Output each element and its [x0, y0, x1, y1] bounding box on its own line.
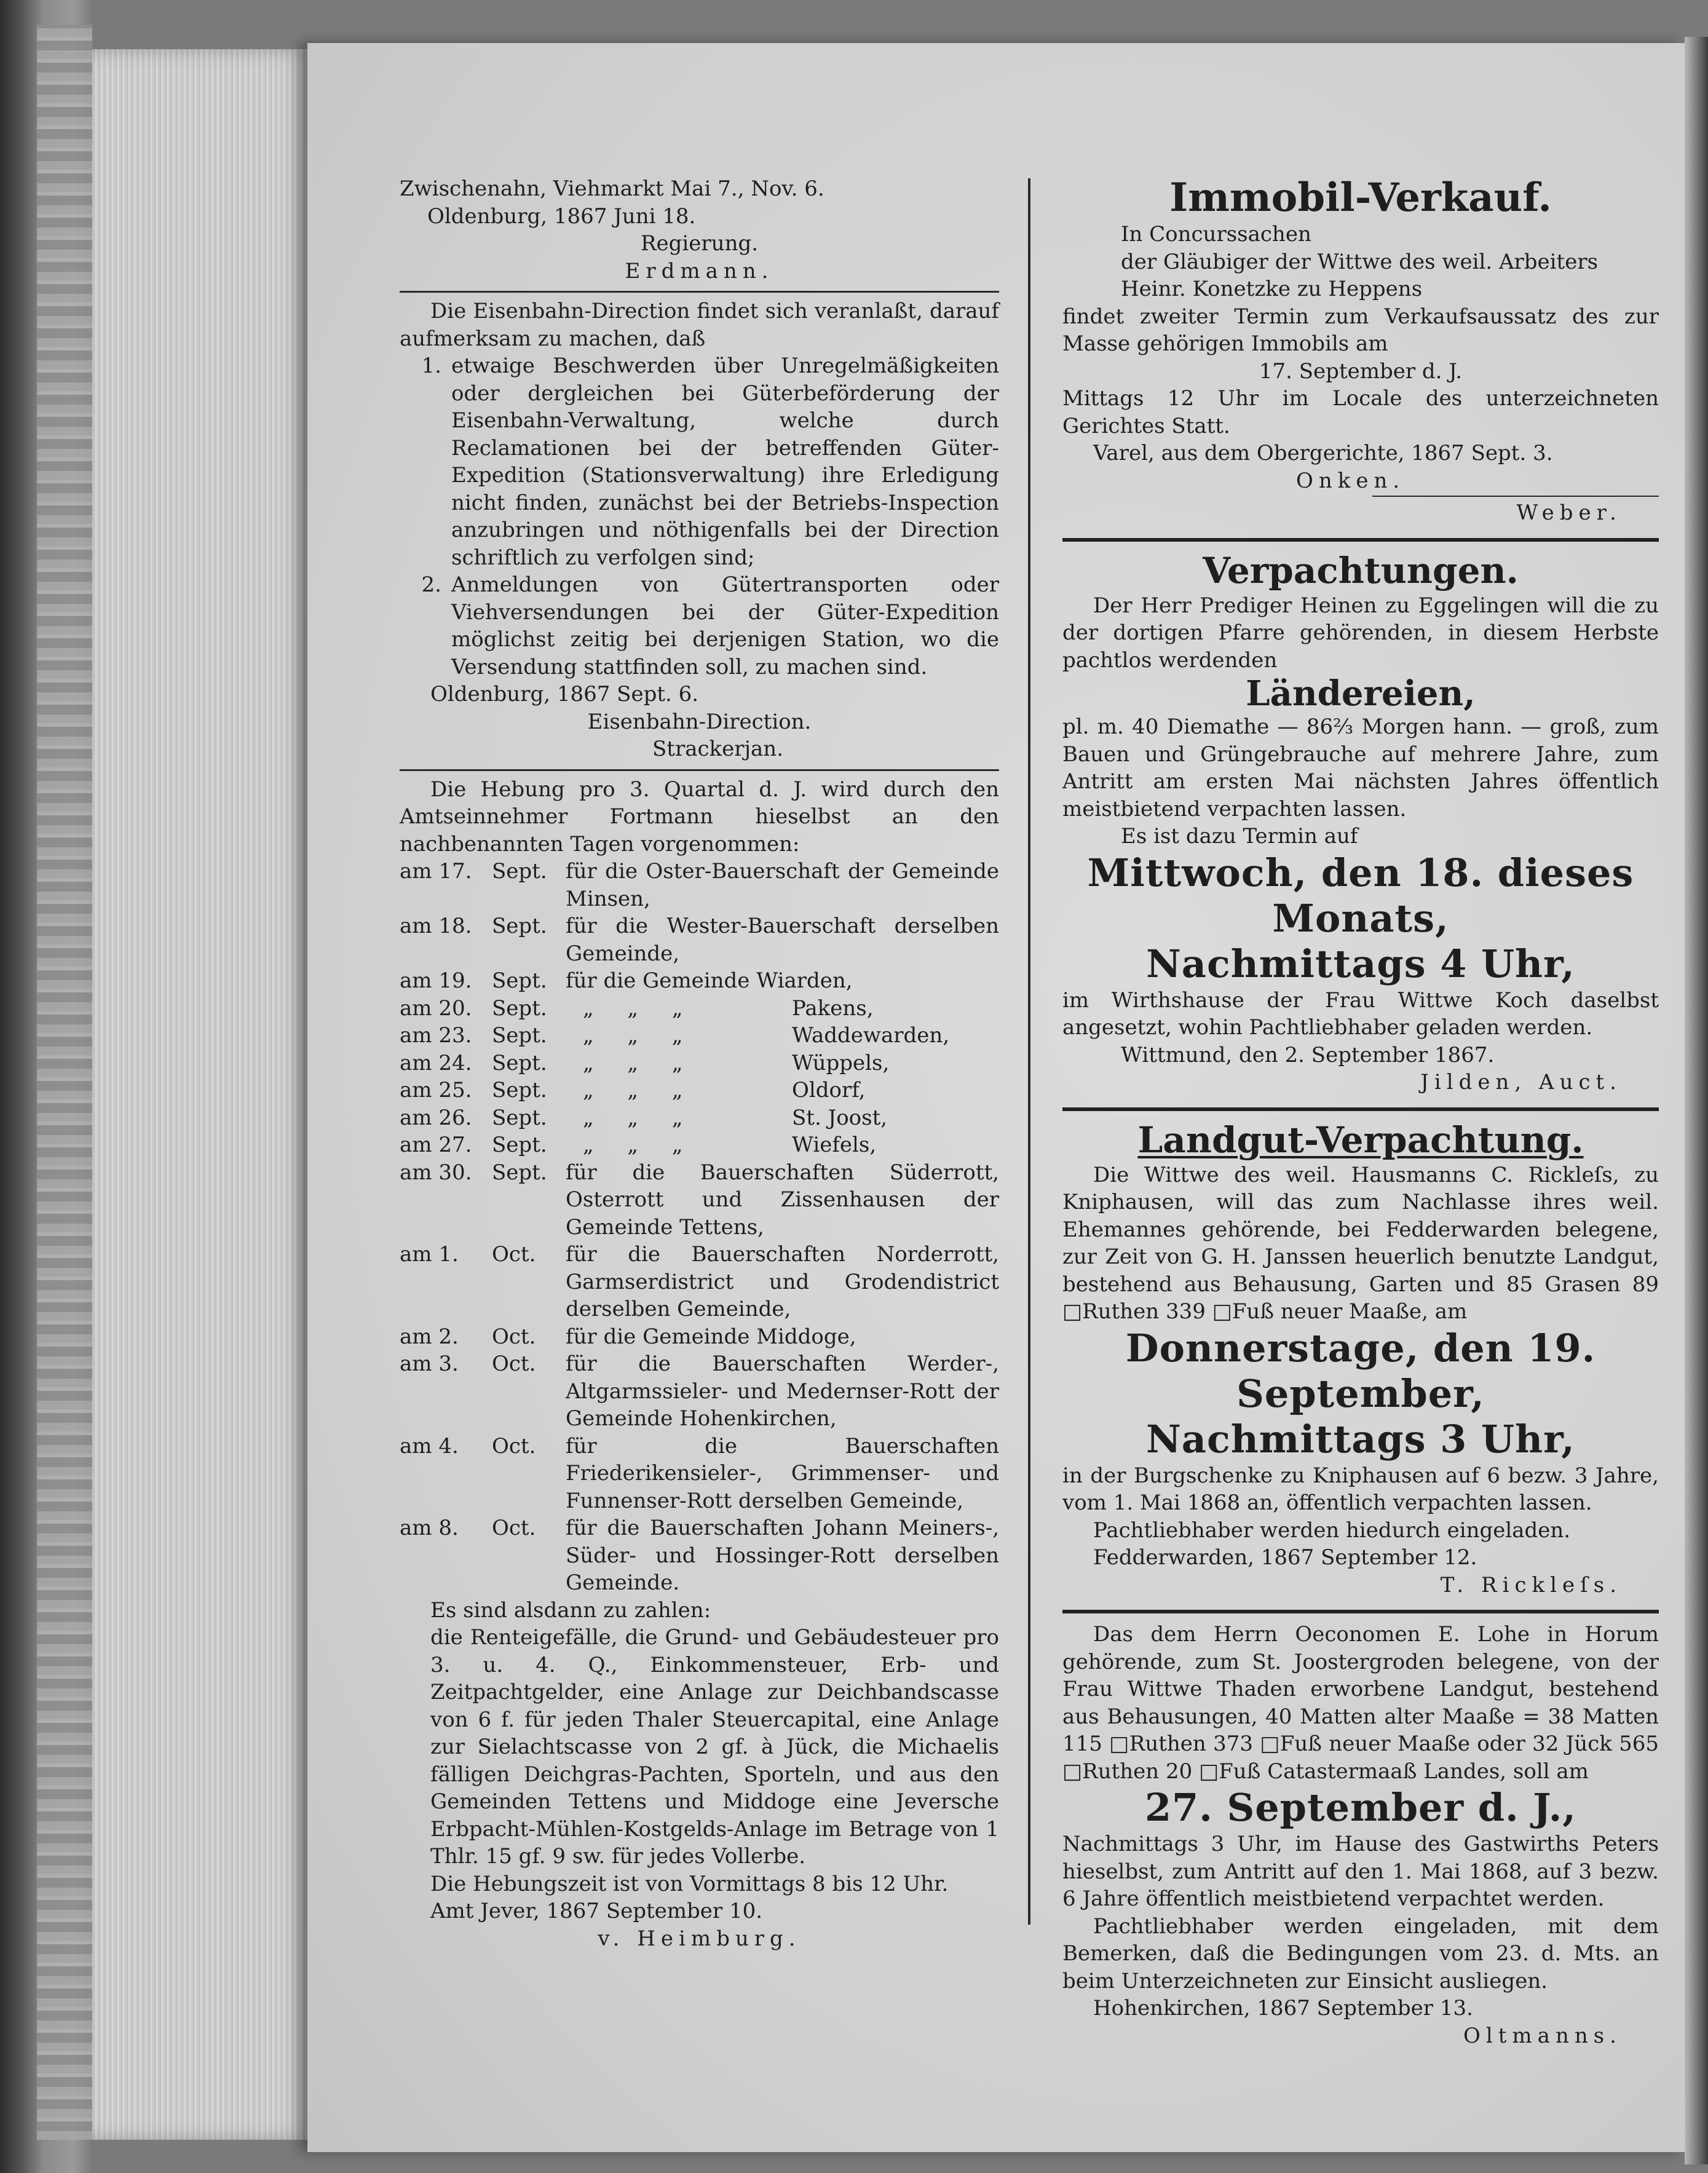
schedule-month: Oct. — [492, 1324, 536, 1349]
top-notice-signature: Erdmann. — [625, 258, 774, 283]
schedule-day: am 25. — [400, 1078, 472, 1102]
landgut-place-date: Fedderwarden, 1867 September 12. — [1093, 1545, 1477, 1570]
schedule-day: am 24. — [400, 1050, 472, 1075]
tax-schedule — [400, 858, 999, 1597]
ditto-marks: „ „ „ — [583, 1023, 697, 1048]
railway-place-date: Oldenburg, 1867 Sept. 6. — [430, 682, 699, 707]
book-page-edges — [92, 49, 314, 2140]
tax-place-date: Amt Jever, 1867 September 10. — [430, 1899, 763, 1923]
schedule-row — [400, 1022, 999, 1050]
verpachtungen-signature: Jilden, Auct. — [1420, 1070, 1622, 1094]
immobil-body2: Mittags 12 Uhr im Locale des unterzeichneten Gerichtes Statt. — [1062, 386, 1659, 438]
lohe-invite: Pachtliebhaber werden eingeladen, mit dem Bemerken, daß die Bedingungen vom 23. d. Mts. an beim Unterzeichneten zur Einsicht ausliegen. — [1062, 1914, 1659, 1993]
lohe-notice — [1062, 1621, 1659, 2049]
payable-intro: Es sind alsdann zu zahlen: — [430, 1597, 711, 1623]
top-notice-authority: Regierung. — [640, 231, 759, 256]
railway-authority: Eisenbahn-Direction. — [587, 709, 812, 734]
schedule-text: Waddewarden, — [792, 1023, 950, 1048]
immobil-date: 17. September d. J. — [1259, 358, 1463, 384]
ditto-marks: „ „ „ — [583, 1133, 697, 1157]
railway-signature: Strackerjan. — [652, 737, 783, 761]
schedule-row — [400, 1514, 999, 1597]
schedule-day: am 18. — [400, 914, 472, 938]
column-divider — [1028, 178, 1030, 1925]
schedule-day: am 1. — [400, 1242, 459, 1267]
schedule-month: Sept. — [492, 1105, 547, 1130]
schedule-day: am 17. — [400, 859, 472, 884]
section-rule — [400, 291, 999, 293]
ditto-marks: „ „ „ — [583, 1050, 697, 1075]
railway-item-text: etwaige Beschwerden über Unregelmäßigkeiten oder dergleichen bei Güterbeförderung der Eisenbahn-Verwaltung, welche durch Reclamationen bei der betreffenden Güter-Expedition (Stationsverwaltung) ihre Erledigung nicht finden, zunächst bei der Betriebs-Inspection anzubringen und nöthigenfalls bei der Direction schriftlich zu verfolgen sind; — [451, 354, 999, 570]
verpachtungen-venue: im Wirthshause der Frau Wittwe Koch daselbst angesetzt, wohin Pachtliebhaber geladen werden. — [1062, 988, 1659, 1040]
schedule-row — [400, 1104, 999, 1132]
tax-notice — [400, 776, 999, 1953]
schedule-row — [400, 1159, 999, 1241]
schedule-month: Oct. — [492, 1516, 536, 1540]
immobil-heading: Immobil-Verkauf. — [1169, 175, 1552, 221]
landgut-heading: Landgut-Verpachtung. — [1137, 1118, 1584, 1161]
landgut-time: Nachmittags 3 Uhr, — [1146, 1416, 1575, 1462]
right-page-edge — [1685, 37, 1708, 2164]
collection-hours: Die Hebungszeit ist von Vormittags 8 bis 12 Uhr. — [430, 1871, 949, 1896]
railway-item-number: 1. — [421, 354, 441, 378]
top-notice — [400, 175, 999, 285]
schedule-text: Wüppels, — [792, 1050, 890, 1075]
section-rule — [1062, 1107, 1659, 1111]
verpachtungen-details: pl. m. 40 Diemathe — 86⅔ Morgen hann. — groß, zum Bauen und Grüngebrauche auf mehrere Jahre, zum Antritt am ersten Mai nächsten Jahres öffentlich meistbietend verpachten lassen. — [1062, 714, 1659, 821]
railway-intro: Die Eisenbahn-Direction findet sich veranlaßt, darauf aufmerksam zu machen, daß — [400, 299, 999, 351]
immobil-signature-1: Onken. — [1296, 468, 1406, 493]
verpachtungen-date: Mittwoch, den 18. dieses Monats, — [1087, 850, 1634, 941]
schedule-month: Sept. — [492, 1050, 547, 1075]
lohe-body2: Nachmittags 3 Uhr, im Hause des Gastwirths Peters hieselbst, zum Antritt auf den 1. Mai 1868, auf 3 bezw. 6 Jahre öffentlich meistbietend verpachtet werden. — [1062, 1832, 1659, 1911]
schedule-month: Sept. — [492, 859, 547, 884]
schedule-month: Sept. — [492, 1133, 547, 1157]
schedule-text: für die Bauerschaften Friederikensieler-, Grimmenser- und Funnenser-Rott derselben Gemeinde, — [566, 1433, 999, 1513]
schedule-row — [400, 858, 999, 912]
section-rule — [1062, 1610, 1659, 1613]
lohe-body: Das dem Herrn Oeconomen E. Lohe in Horum gehörende, zum St. Joostergroden belegene, von der Frau Wittwe Thaden erworbene Landgut, bestehend aus Behausungen, 40 Matten alter Maaße = 38 Matten 115 □Ruthen 373 □Fuß neuer Maaße oder 32 Jück 565 □Ruthen 20 □Fuß Catastermaaß Landes, soll am — [1062, 1622, 1659, 1784]
payable-text: die Renteigefälle, die Grund- und Gebäudesteuer pro 3. u. 4. Q., Einkommensteuer, Erb- und Zeitpachtgelder, eine Anlage zur Deichbandscasse von 6 f. für jeden Thaler Steuercapital, eine Anlage zur Sielachtscasse von 2 gf. à Jück, die Michaelis fälligen Deichgras-Pachten, Sporteln, und aus den Gemeinden Tettens und Middoge eine Jeversche Erbpacht-Mühlen-Kostgelds-Anlage im Betrage von 1 Thlr. 15 gf. 9 sw. für jedes Vollerbe. — [430, 1625, 999, 1869]
landgut-date: Donnerstage, den 19. September, — [1125, 1325, 1596, 1416]
verpachtungen-time: Nachmittags 4 Uhr, — [1146, 941, 1575, 986]
schedule-day: am 8. — [400, 1516, 459, 1540]
lohe-signature: Oltmanns. — [1463, 2023, 1622, 2048]
schedule-text: für die Bauerschaften Norderrott, Garmserdistrict und Grodendistrict derselben Gemeinde, — [566, 1242, 999, 1321]
schedule-day: am 20. — [400, 995, 472, 1021]
ditto-marks: „ „ „ — [583, 995, 697, 1021]
ditto-marks: „ „ „ — [583, 1105, 697, 1130]
schedule-text: für die Bauerschaften Süderrott, Osterrott und Zissenhausen der Gemeinde Tettens, — [566, 1160, 999, 1240]
railway-item — [400, 571, 999, 681]
schedule-text: für die Gemeinde Middoge, — [566, 1324, 856, 1349]
schedule-month: Sept. — [492, 968, 547, 993]
immobil-line: der Gläubiger der Wittwe des weil. Arbeiters — [1121, 249, 1599, 274]
schedule-text: für die Oster-Bauerschaft der Gemeinde Minsen, — [566, 859, 999, 911]
left-column — [400, 175, 999, 1952]
schedule-day: am 2. — [400, 1324, 459, 1349]
schedule-row — [400, 1077, 999, 1104]
schedule-month: Oct. — [492, 1242, 536, 1267]
immobil-body: findet zweiter Termin zum Verkaufsaussatz des zur Masse gehörigen Immobils am — [1062, 304, 1659, 356]
schedule-month: Sept. — [492, 1078, 547, 1102]
schedule-row — [400, 1241, 999, 1323]
schedule-text: Oldorf, — [792, 1078, 866, 1102]
schedule-month: Sept. — [492, 1023, 547, 1048]
schedule-day: am 27. — [400, 1133, 472, 1157]
schedule-day: am 23. — [400, 1023, 472, 1048]
section-rule — [400, 769, 999, 771]
verpachtungen-notice — [1062, 549, 1659, 1096]
schedule-text: für die Wester-Bauerschaft derselben Gemeinde, — [566, 914, 999, 966]
schedule-day: am 30. — [400, 1160, 472, 1185]
railway-item-text: Anmeldungen von Gütertransporten oder Viehversendungen bei der Güter-Expedition möglichst zeitig bei derjenigen Station, wo die Versendung stattfinden soll, zu machen sind. — [451, 572, 999, 679]
signature-rule — [1372, 496, 1659, 497]
landgut-signature: T. Rickleſs. — [1440, 1572, 1622, 1597]
top-notice-place-date: Oldenburg, 1867 Juni 18. — [427, 204, 696, 229]
tax-signature: v. Heimburg. — [598, 1926, 801, 1951]
immobil-line: In Concurssachen — [1121, 222, 1311, 247]
schedule-text: für die Bauerschaften Werder-, Altgarmssieler- und Medernser-Rott der Gemeinde Hohenkirchen, — [566, 1352, 999, 1431]
schedule-row — [400, 995, 999, 1023]
schedule-month: Sept. — [492, 995, 547, 1021]
lohe-place-date: Hohenkirchen, 1867 September 13. — [1093, 1996, 1473, 2021]
schedule-text: für die Bauerschaften Johann Meiners-, Süder- und Hossinger-Rott derselben Gemeinde. — [566, 1516, 999, 1595]
railway-item-number: 2. — [421, 572, 441, 597]
schedule-row — [400, 1350, 999, 1433]
right-column — [1062, 175, 1659, 2049]
verpachtungen-termin: Es ist dazu Termin auf — [1121, 824, 1358, 849]
verpachtungen-heading: Verpachtungen. — [1203, 549, 1519, 592]
schedule-day: am 4. — [400, 1433, 459, 1459]
landgut-invite: Pachtliebhaber werden hiedurch eingeladen. — [1093, 1518, 1571, 1543]
section-rule — [1062, 538, 1659, 542]
schedule-day: am 3. — [400, 1352, 459, 1376]
railway-notice — [400, 298, 999, 763]
top-notice-line: Zwischenahn, Viehmarkt Mai 7., Nov. 6. — [400, 176, 824, 201]
tax-intro: Die Hebung pro 3. Quartal d. J. wird durch den Amtseinnehmer Fortmann hieselbst an den nachbenannten Tagen vorgenommen: — [400, 777, 999, 857]
schedule-row — [400, 1433, 999, 1515]
schedule-text: für die Gemeinde Wiarden, — [566, 968, 853, 993]
schedule-row — [400, 912, 999, 967]
schedule-text: Wiefels, — [792, 1133, 877, 1157]
landgut-notice — [1062, 1118, 1659, 1599]
verpachtungen-intro: Der Herr Prediger Heinen zu Eggelingen will die zu der dortigen Pfarre gehörenden, in diesem Herbste pachtlos werdenden — [1062, 593, 1659, 673]
railway-item — [400, 352, 999, 571]
schedule-day: am 26. — [400, 1105, 472, 1130]
schedule-month: Sept. — [492, 914, 547, 938]
immobil-line: Heinr. Konetzke zu Heppens — [1121, 277, 1423, 301]
schedule-row — [400, 1323, 999, 1351]
immobil-notice — [1062, 175, 1659, 527]
verpachtungen-place-date: Wittmund, den 2. September 1867. — [1121, 1042, 1495, 1067]
schedule-month: Oct. — [492, 1433, 536, 1459]
schedule-day: am 19. — [400, 968, 472, 993]
schedule-row — [400, 967, 999, 995]
book-spine-edge — [37, 25, 92, 2140]
schedule-text: St. Joost, — [792, 1105, 888, 1130]
schedule-row — [400, 1050, 999, 1077]
schedule-row — [400, 1131, 999, 1159]
ditto-marks: „ „ „ — [583, 1078, 697, 1102]
landgut-body: Die Wittwe des weil. Hausmanns C. Rickleſs, zu Kniphausen, will das zum Nachlasse ihres weil. Ehemannes gehörende, bei Fedderwarden belegene, zur Zeit von G. H. Janssen heuerlich benutzte Landgut, bestehend aus Behausung, Garten und 85 Grasen 89 □Ruthen 339 □Fuß neuer Maaße, am — [1062, 1162, 1659, 1324]
verpachtungen-subject: Ländereien, — [1246, 673, 1476, 714]
immobil-place-date: Varel, aus dem Obergerichte, 1867 Sept. 3. — [1093, 441, 1553, 465]
immobil-signature-2: Weber. — [1516, 501, 1622, 525]
schedule-month: Sept. — [492, 1160, 547, 1185]
schedule-text: Pakens, — [792, 995, 874, 1021]
lohe-date: 27. September d. J., — [1145, 1785, 1576, 1830]
schedule-month: Oct. — [492, 1352, 536, 1376]
landgut-venue: in der Burgschenke zu Kniphausen auf 6 bezw. 3 Jahre, vom 1. Mai 1868 an, öffentlich verpachten lassen. — [1062, 1463, 1659, 1515]
